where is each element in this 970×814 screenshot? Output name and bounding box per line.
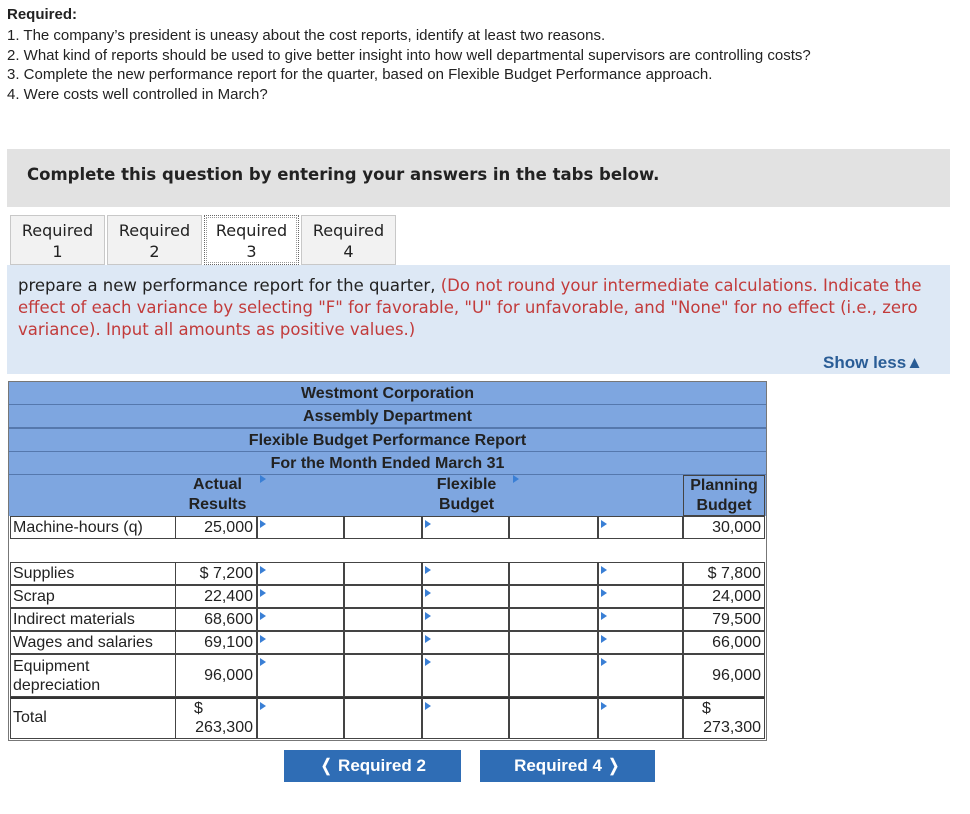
machine-hours-planning: 30,000 [683,516,765,539]
cost-row-actual: 22,400 [175,585,257,608]
report-company: Westmont Corporation [9,382,766,405]
col-actual-line1: Actual [193,476,242,493]
total-actual [175,697,257,739]
total-actual-value: 263,300 [195,719,253,736]
total-planning-value: 273,300 [703,719,761,736]
instructions-main: prepare a new performance report for the quarter, [18,276,441,295]
report-period: For the Month Ended March 31 [9,452,766,475]
report-department: Assembly Department [9,405,766,428]
equipment-input-4[interactable] [509,654,598,697]
cost-row-input-4[interactable] [509,562,598,585]
required-item-4: 4. Were costs well controlled in March? [7,85,268,103]
cost-row-actual: 69,100 [175,631,257,654]
cost-row-input-2[interactable] [344,562,422,585]
equipment-input-2[interactable] [344,654,422,697]
cost-row-input-5[interactable] [598,562,683,585]
equipment-planning: 96,000 [683,654,765,697]
prev-required-button[interactable] [284,750,461,782]
instructions-text [18,275,943,341]
instruction-banner [7,149,950,207]
equipment-label-line2: depreciation [13,677,101,694]
total-planning [683,697,765,739]
cost-row-label: Scrap [10,585,175,608]
cost-row-input-3[interactable] [422,585,509,608]
col-flexible-budget [423,475,510,516]
tab-required-3[interactable] [204,215,299,265]
machine-hours-input-5[interactable] [598,516,683,539]
show-less-link[interactable] [823,353,923,373]
cost-row-input-4[interactable] [509,585,598,608]
col-actual-line2: Results [188,496,247,513]
total-label: Total [10,697,175,739]
equipment-input-1[interactable] [257,654,344,697]
cost-row-input-1[interactable] [257,631,344,654]
required-item-3: 3. Complete the new performance report for the quarter, based on Flexible Budget Performance approach. [7,66,713,83]
cost-row-planning: $ 7,800 [683,562,765,585]
cost-row-input-1[interactable] [257,608,344,631]
tab-label: Required [21,221,94,240]
next-button-label: Required 4 [514,756,602,775]
cost-row-label: Supplies [10,562,175,585]
cost-row-input-2[interactable] [344,608,422,631]
variance-header-selector[interactable] [260,475,268,485]
machine-hours-input-3[interactable] [422,516,509,539]
equipment-input-3[interactable] [422,654,509,697]
cost-row-input-5[interactable] [598,631,683,654]
machine-hours-actual: 25,000 [175,516,257,539]
cost-row-input-3[interactable] [422,608,509,631]
cost-row-input-4[interactable] [509,631,598,654]
tab-label: Required [215,221,288,240]
cost-row-input-5[interactable] [598,608,683,631]
cost-row-actual: $ 7,200 [175,562,257,585]
col-planning-budget [683,475,765,516]
cost-row-planning: 24,000 [683,585,765,608]
show-less-label: Show less [823,353,907,372]
required-item-1: 1. The company’s president is uneasy about the cost reports, identify at least two reasons. [7,27,606,44]
cost-row-planning: 79,500 [683,608,765,631]
total-planning-symbol: $ [702,700,711,717]
cost-row-input-1[interactable] [257,585,344,608]
total-input-2[interactable] [344,697,422,739]
total-input-3[interactable] [422,697,509,739]
tab-label: Required [118,221,191,240]
col-flexible-line1: Flexible [436,476,497,493]
spacer-row [9,539,766,562]
report-title: Flexible Budget Performance Report [9,428,766,452]
instructions-note: (Do not round your intermediate calculations. Indicate the effect of each variance by selecting "F" for favorable, "U" for unfavorable, and "None" for no effect (i.e., zero variance). Input all amounts as positive values.) [18,276,922,339]
tab-number: 4 [343,242,354,261]
cost-row-input-4[interactable] [509,608,598,631]
tab-number: 1 [52,242,63,261]
machine-hours-input-2[interactable] [344,516,422,539]
column-header-band [9,475,766,516]
cost-row-planning: 66,000 [683,631,765,654]
performance-report [8,381,767,741]
total-input-5[interactable] [598,697,683,739]
cost-row-input-2[interactable] [344,585,422,608]
cost-row-label: Wages and salaries [10,631,175,654]
cost-row-input-1[interactable] [257,562,344,585]
cost-row-input-3[interactable] [422,631,509,654]
tab-bar [10,215,398,265]
tab-number: 2 [149,242,160,261]
total-input-4[interactable] [509,697,598,739]
triangle-up-icon: ▲ [906,353,923,372]
equipment-label [10,654,175,697]
tab-required-2[interactable] [107,215,202,265]
tab-number: 3 [246,242,257,261]
required-item-2: 2. What kind of reports should be used to give better insight into how well departmental supervisors are controlling costs? [7,46,811,64]
banner-text: Complete this question by entering your answers in the tabs below. [27,165,660,184]
total-input-1[interactable] [257,697,344,739]
tab-required-1[interactable] [10,215,105,265]
variance-header-selector-2[interactable] [513,475,521,485]
instructions-panel [7,265,950,374]
col-actual-results [175,475,260,516]
chevron-left-icon: ❬ [319,756,339,775]
equipment-input-5[interactable] [598,654,683,697]
total-actual-symbol: $ [194,700,203,717]
tab-label: Required [312,221,385,240]
cost-row-input-5[interactable] [598,585,683,608]
equipment-label-line1: Equipment [13,658,90,675]
cost-row-label: Indirect materials [10,608,175,631]
col-flexible-line2: Budget [438,496,495,513]
col-planning-line2: Budget [696,497,752,514]
machine-hours-label: Machine-hours (q) [10,516,175,539]
equipment-actual: 96,000 [175,654,257,697]
required-list [7,26,957,104]
required-heading: Required: [7,6,78,23]
cost-row-actual: 68,600 [175,608,257,631]
tab-required-4[interactable] [301,215,396,265]
machine-hours-input-4[interactable] [509,516,598,539]
cost-row-input-2[interactable] [344,631,422,654]
machine-hours-input-1[interactable] [257,516,344,539]
chevron-right-icon: ❭ [601,756,621,775]
prev-button-label: Required 2 [338,756,426,775]
col-planning-line1: Planning [690,477,758,494]
cost-row-input-3[interactable] [422,562,509,585]
next-required-button[interactable] [480,750,655,782]
